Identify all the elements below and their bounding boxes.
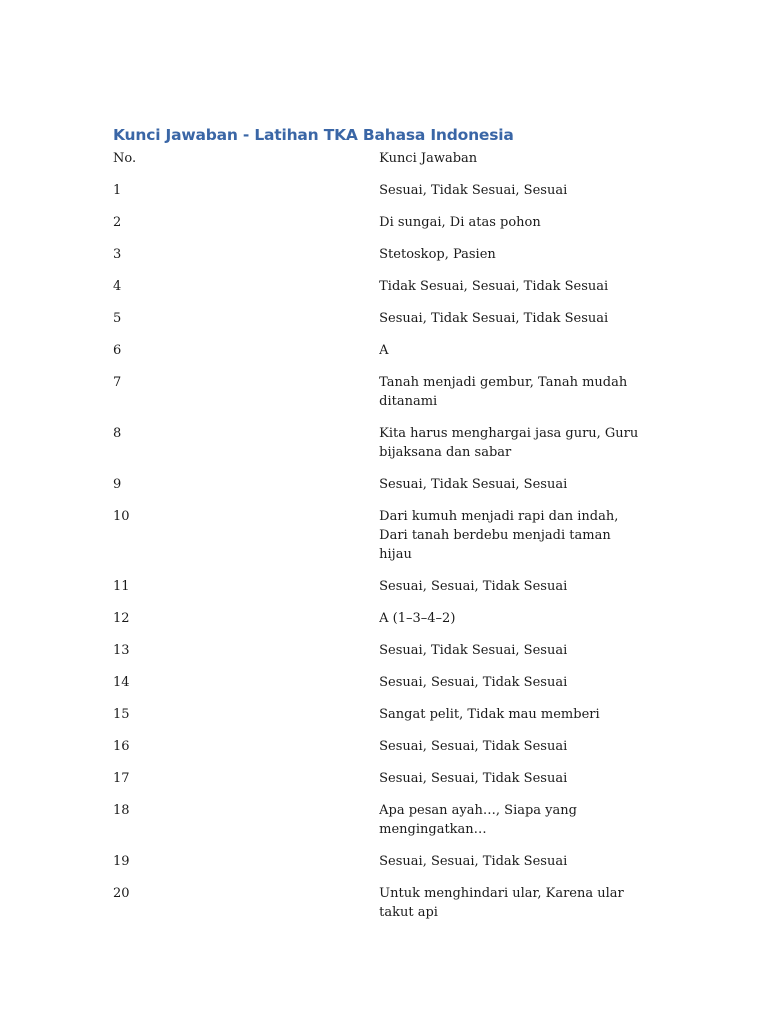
table-row [113,609,653,641]
row-answer: Sangat pelit, Tidak mau memberi [379,707,600,722]
row-answer: Sesuai, Tidak Sesuai, Sesuai [379,477,568,492]
row-number: 18 [113,803,130,818]
row-answer: A (1–3–4–2) [379,611,456,626]
table-row [113,475,653,507]
row-number: 16 [113,739,130,754]
row-number: 11 [113,579,130,594]
row-answer: Sesuai, Sesuai, Tidak Sesuai [379,854,568,869]
row-answer: Di sungai, Di atas pohon [379,215,541,230]
table-row [113,884,653,935]
row-number: 14 [113,675,130,690]
row-number: 3 [113,247,122,262]
row-number: 2 [113,215,122,230]
row-number: 17 [113,771,130,786]
column-header-key: Kunci Jawaban [379,151,478,166]
table-row [113,801,653,852]
row-answer: Untuk menghindari ular, Karena ular takut api [379,886,624,920]
row-answer: Sesuai, Tidak Sesuai, Tidak Sesuai [379,311,609,326]
table-header-row [113,149,653,181]
table-row [113,373,653,424]
row-number: 8 [113,426,122,441]
row-answer: Sesuai, Sesuai, Tidak Sesuai [379,739,568,754]
table-row [113,424,653,475]
row-answer: Dari kumuh menjadi rapi dan indah, Dari tanah berdebu menjadi taman hijau [379,509,619,562]
row-answer: Tidak Sesuai, Sesuai, Tidak Sesuai [379,279,609,294]
column-header-no: No. [113,151,137,166]
row-answer: Sesuai, Tidak Sesuai, Sesuai [379,643,568,658]
answer-key-table [113,149,653,935]
row-number: 5 [113,311,122,326]
table-row [113,769,653,801]
row-number: 13 [113,643,130,658]
table-row [113,245,653,277]
table-row [113,213,653,245]
table-row [113,737,653,769]
table-row [113,277,653,309]
table-row [113,705,653,737]
table-row [113,507,653,577]
table-row [113,641,653,673]
row-answer: Sesuai, Tidak Sesuai, Sesuai [379,183,568,198]
table-body [113,181,653,935]
row-number: 7 [113,375,122,390]
document-page [113,124,653,935]
table-row [113,577,653,609]
table-row [113,181,653,213]
row-answer: Apa pesan ayah…, Siapa yang mengingatkan… [379,803,577,837]
row-number: 10 [113,509,130,524]
row-number: 15 [113,707,130,722]
document-title: Kunci Jawaban - Latihan TKA Bahasa Indonesia [113,126,514,144]
row-number: 12 [113,611,130,626]
row-answer: Tanah menjadi gembur, Tanah mudah ditanami [379,375,628,409]
row-number: 4 [113,279,122,294]
row-answer: Kita harus menghargai jasa guru, Guru bijaksana dan sabar [379,426,639,460]
row-number: 6 [113,343,122,358]
row-answer: Sesuai, Sesuai, Tidak Sesuai [379,675,568,690]
table-row [113,852,653,884]
row-number: 20 [113,886,130,901]
row-answer: Sesuai, Sesuai, Tidak Sesuai [379,579,568,594]
table-row [113,673,653,705]
row-answer: Sesuai, Sesuai, Tidak Sesuai [379,771,568,786]
row-answer: A [379,343,389,358]
row-answer: Stetoskop, Pasien [379,247,496,262]
row-number: 1 [113,183,122,198]
table-row [113,341,653,373]
row-number: 9 [113,477,122,492]
row-number: 19 [113,854,130,869]
table-row [113,309,653,341]
